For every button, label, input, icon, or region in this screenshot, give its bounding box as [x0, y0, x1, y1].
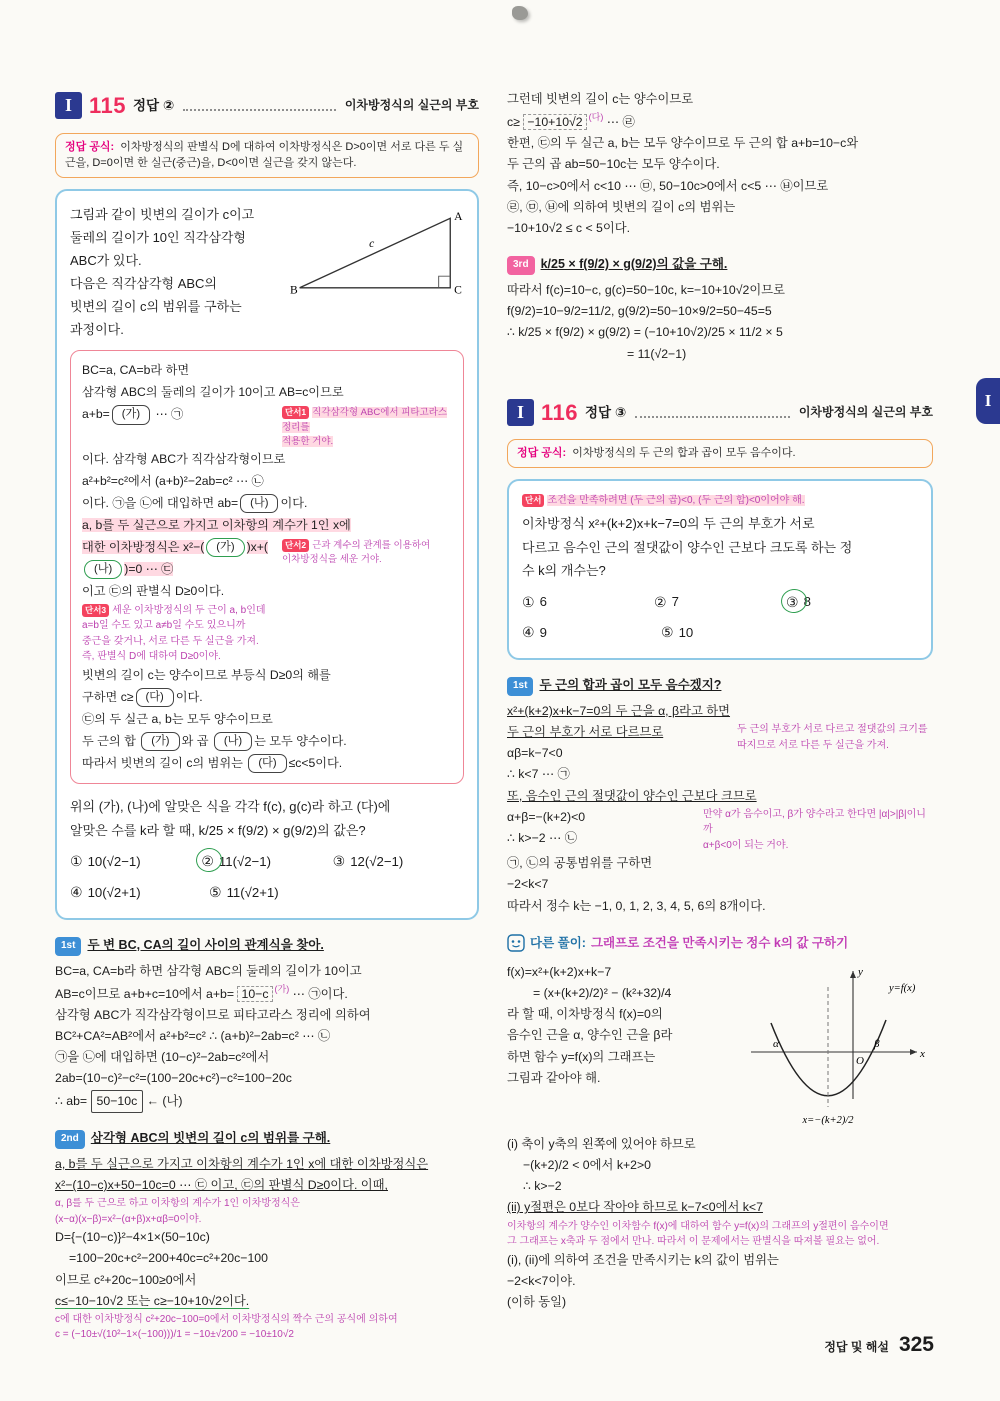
option-text: 12(√2−1) — [350, 853, 404, 869]
option-5 — [209, 881, 348, 904]
formula-label: 정답 공식: — [65, 140, 115, 153]
text-line: (i) 축이 y축의 왼쪽에 있어야 하므로 — [507, 1136, 696, 1151]
margin-note: 이차항의 계수가 양수인 이차함수 f(x)에 대하여 함수 y=f(x)의 그래프의 y절편이 음수이면 — [507, 1220, 889, 1232]
text-line: 둘레의 길이가 10인 직각삼각형 — [70, 229, 246, 245]
text-line: ∴ k<7 ⋯ ㉠ — [507, 767, 570, 782]
process-line: 이다. 삼각형 ABC가 직각삼각형이므로 — [82, 452, 286, 467]
answer-options-row1 — [522, 591, 918, 614]
process-line — [82, 687, 452, 709]
step-1-section-116 — [507, 675, 933, 917]
right-triangle-figure — [290, 203, 464, 305]
answer-label: 정답 ② — [133, 97, 175, 113]
text-segment: 이다. — [280, 495, 308, 510]
hint-1-badge: 단서1 — [282, 406, 309, 419]
question-text — [70, 795, 464, 842]
hint-2 — [282, 539, 452, 568]
process-line — [82, 515, 452, 537]
other-solution-icon — [507, 934, 525, 952]
problem-intro — [70, 203, 464, 342]
problem-intro-text — [70, 203, 286, 342]
text-segment: a+b= — [82, 407, 110, 422]
option-number-circled: ② — [201, 850, 214, 873]
blank-na-circled: (나) — [84, 560, 122, 579]
section-tab-letter: I — [984, 391, 992, 410]
text-line: ∴ k/25 × f(9/2) × g(9/2) = (−10+10√2)/25 × 11/2 × 5 — [507, 325, 783, 340]
axis-of-symmetry-label: x=−(k+2)/2 — [802, 1114, 854, 1126]
solution-process-box — [70, 350, 464, 784]
option-number: ③ — [332, 853, 346, 870]
margin-note — [737, 722, 933, 753]
process-line-with-hint — [82, 404, 452, 449]
option-text: 8 — [803, 594, 811, 610]
vertex-c-label: C — [454, 283, 463, 297]
text-line: 두 근의 부호가 서로 다르므로 — [507, 725, 664, 740]
text-line: 다르고 음수인 근의 절댓값이 양수인 근보다 크도록 하는 정 — [522, 539, 853, 555]
answer-formula-box — [55, 133, 479, 178]
problem-115-header — [55, 88, 479, 124]
note-text: 만약 α가 음수이고, β가 양수라고 한다면 |α|>|β|이니까 — [703, 808, 926, 836]
text-line: α+β=−(k+2)<0 — [507, 809, 586, 824]
text-line: 과정이다. — [70, 322, 124, 338]
answer-label: 정답 ③ — [585, 404, 627, 420]
blank-na: (나) — [240, 494, 278, 513]
hint-3 — [82, 603, 452, 665]
blank-ga: (가) — [141, 732, 179, 751]
y-axis-label: y — [858, 965, 863, 978]
note-text: α+β<0이 되는 거야. — [703, 839, 789, 851]
text-segment: 따라서 빗변의 길이 c의 범위는 — [82, 755, 247, 770]
text-line — [55, 1090, 479, 1113]
process-line-with-hint — [82, 537, 452, 581]
blank-na: (나) — [214, 732, 252, 751]
vertex-b-label: B — [290, 283, 298, 297]
text-line — [55, 982, 479, 1005]
margin-note: c에 대한 이차방정식 c²+20c−100=0에서 이차방정식의 짝수 근의 공식에 의하여 — [55, 1313, 398, 1325]
step-1-body — [55, 961, 479, 1113]
text-line: 하면 함수 y=f(x)의 그래프는 — [507, 1049, 656, 1064]
process-line — [82, 753, 452, 775]
problem-number: 116 — [541, 399, 578, 425]
process-line: 빗변의 길이 c는 양수이므로 부등식 D≥0의 해를 — [82, 667, 331, 682]
text-line: ㉠을 ㉡에 대입하면 (10−c)²−2ab=c²에서 — [55, 1050, 270, 1065]
text-segment: AB=c이므로 a+b+c=10에서 a+b= — [55, 986, 235, 1001]
text-segment: c≥ — [507, 115, 524, 130]
option-4 — [70, 881, 209, 904]
hint-text: 조건을 만족하려면 (두 근의 곱)<0, (두 근의 합)<0이어야 해. — [547, 494, 805, 506]
text-line: 따라서 f(c)=10−c, g(c)=50−10c, k=−10+10√2이므로 — [507, 283, 785, 298]
option-5 — [661, 621, 800, 644]
blank-ref-label: ← (나) — [146, 1093, 183, 1108]
text-segment: ≤c<5이다. — [288, 755, 343, 770]
text-line: f(x)=x²+(k+2)x+k−7 — [507, 964, 612, 979]
answer-options-row2 — [70, 881, 464, 904]
text-segment: 두 근의 합 — [82, 733, 140, 748]
text-line: 이차방정식 x²+(k+2)x+k−7=0의 두 근의 부호가 서로 — [522, 516, 815, 532]
answer-formula-box — [507, 439, 933, 468]
step-1-badge: 1st — [55, 937, 81, 956]
blank-ga-circled: (가) — [206, 538, 244, 557]
text-segment: ⋯ ㉠ — [155, 407, 184, 422]
text-line: = 11(√2−1) — [627, 346, 687, 361]
option-3-selected — [786, 591, 918, 614]
text-line: ㉣, ㉤, ㉥에 의하여 빗변의 길이 c의 범위는 — [507, 199, 736, 214]
answer-da-value: −10+10√2 — [523, 114, 586, 130]
topic-label: 이차방정식의 실근의 부호 — [344, 98, 479, 113]
option-1 — [70, 850, 201, 873]
note-text: 두 근의 부호가 서로 다르고 절댓값의 크기를 — [737, 724, 928, 736]
solution-continuation — [507, 89, 933, 239]
blank-ref-label: (가) — [274, 983, 290, 994]
answer-na-value: 50−10c — [91, 1090, 144, 1113]
text-line: 한편, ㉢의 두 실근 a, b는 모두 양수이므로 두 근의 합 a+b=10−c와 — [507, 136, 859, 151]
hint-badge: 단서 — [522, 494, 544, 507]
text-line: 2ab=(10−c)²−c²=(100−20c+c²)−c²=100−20c — [55, 1071, 292, 1086]
option-number: ④ — [522, 624, 535, 641]
margin-note: c = (−10±√(10²−1×(−100)))/1 = −10±√200 = −10±10√2 — [55, 1329, 294, 1341]
option-text: 11(√2+1) — [226, 884, 279, 900]
option-1 — [522, 591, 654, 614]
text-line: c≤−10−10√2 또는 c≥−10+10√2이다. — [55, 1293, 250, 1308]
step-3-body — [507, 280, 933, 365]
problem-116-box — [507, 479, 933, 660]
text-segment: 와 곱 — [181, 733, 212, 748]
section-letter-badge: I — [507, 399, 534, 426]
origin-label: O — [856, 1054, 864, 1067]
formula-text: 이차방정식의 판별식 D에 대하여 이차방정식은 D>0이면 서로 다른 두 실근을, D=0이면 한 실근(중근)을, D<0이면 실근을 갖지 않는다. — [65, 140, 464, 170]
binding-mark — [512, 6, 528, 20]
hint-line — [522, 493, 918, 509]
option-number: ④ — [70, 883, 83, 900]
text-segment: 이다. ㉠을 ㉡에 대입하면 ab= — [82, 495, 239, 510]
margin-note — [703, 807, 933, 854]
text-segment: 이다. — [175, 689, 203, 704]
formula-label: 정답 공식: — [517, 447, 567, 460]
hint-1 — [282, 406, 452, 449]
text-line: −2<k<7 — [507, 877, 549, 892]
other-solution-label: 다른 풀이: — [530, 935, 586, 950]
other-solution-header — [507, 933, 933, 953]
dotted-leader — [183, 100, 336, 111]
vertex-a-label: A — [454, 209, 463, 223]
option-text: 9 — [539, 624, 547, 640]
text-line: (이하 동일) — [507, 1294, 567, 1309]
option-text: 6 — [539, 594, 547, 610]
section-tab — [976, 378, 1000, 424]
text-line: αβ=k−7<0 — [507, 746, 563, 761]
process-line: a²+b²=c²에서 (a+b)²−2ab=c² ⋯ ㉡ — [82, 473, 264, 488]
blank-da: (다) — [248, 754, 286, 773]
graph-solution-conclusion — [507, 1134, 933, 1313]
process-line: 이고 ㉢의 판별식 D≥0이다. — [82, 583, 225, 598]
step-1-title: 두 변 BC, CA의 길이 사이의 관계식을 찾아. — [87, 937, 324, 952]
hint-3-text3: 중근을 갖거나, 서로 다른 두 실근을 가져. — [82, 635, 259, 647]
process-line: BC=a, CA=b라 하면 — [82, 363, 190, 378]
text-line: 음수인 근을 α, 양수인 근을 β라 — [507, 1028, 673, 1043]
text-line: 수 k의 개수는? — [522, 563, 606, 579]
text-line: D={−(10−c)}²−4×1×(50−10c) — [55, 1230, 210, 1245]
question-text — [522, 512, 918, 582]
text-segment: 는 모두 양수이다. — [254, 733, 347, 748]
right-column — [507, 84, 933, 1313]
text-line: ∴ k>−2 ⋯ ㉡ — [507, 830, 578, 845]
text-line: 위의 (가), (나)에 알맞은 식을 각각 f(c), g(c)라 하고 (다)에 — [70, 799, 391, 815]
blank-da: (다) — [136, 688, 174, 707]
hint-2-text: 근과 계수의 관계를 이용하여 — [312, 539, 431, 551]
text-line: (i), (ii)에 의하여 조건을 만족시키는 k의 값이 범위는 — [507, 1252, 779, 1267]
step-3-title: k/25 × f(9/2) × g(9/2)의 값을 구해. — [540, 256, 728, 271]
parabola-graph — [741, 957, 931, 1129]
text-line: 다음은 직각삼각형 ABC의 — [70, 276, 217, 291]
hint-2-text2: 이차방정식을 세운 거야. — [282, 554, 382, 566]
option-number: ① — [70, 853, 83, 870]
option-2 — [654, 591, 786, 614]
step-3-section — [507, 254, 933, 365]
step-1-section — [55, 935, 479, 1113]
curve-label: y=f(x) — [889, 982, 916, 994]
problem-116-section — [507, 395, 933, 1313]
text-line: =100−20c+c²−200+40c=c²+20c−100 — [69, 1251, 268, 1266]
other-solution-title: 그래프로 조건을 만족시키는 정수 k의 값 구하기 — [590, 935, 849, 950]
text-line: BC²+CA²=AB²에서 a²+b²=c² ∴ (a+b)²−2ab=c² ⋯ ㉡ — [55, 1029, 331, 1044]
text-line — [507, 110, 933, 133]
step-1-body — [507, 701, 933, 917]
option-text: 10 — [678, 624, 694, 640]
footer-page-number: 325 — [898, 1333, 934, 1356]
text-line: 알맞은 수를 k라 할 때, k/25 × f(9/2) × g(9/2)의 값은? — [70, 822, 366, 838]
text-line: 즉, 10−c>0에서 c<10 ⋯ ㉤, 50−10c>0에서 c<5 ⋯ ㉥이므로 — [507, 178, 829, 193]
beta-root-label: β — [874, 1037, 880, 1050]
text-line: 삼각형 ABC가 직각삼각형이므로 피타고라스 정리에 의하여 — [55, 1008, 371, 1023]
text-line: = (x+(k+2)/2)² − (k²+32)/4 — [533, 986, 672, 1001]
text-line: 이므로 c²+20c−100≥0에서 — [55, 1272, 197, 1287]
text-segment: )=0 ⋯ ㉢ — [124, 561, 174, 576]
hint-3-text2: a=b일 수도 있고 a≠b일 수도 있으니까 — [82, 620, 246, 632]
x-axis-label: x — [920, 1047, 925, 1060]
hypotenuse-label: c — [369, 236, 375, 250]
text-line: 또, 음수인 근의 절댓값이 양수인 근보다 크므로 — [507, 788, 757, 803]
option-number: ⑤ — [661, 624, 674, 641]
step-2-section — [55, 1128, 479, 1343]
option-3 — [333, 850, 464, 873]
process-line: ㉢의 두 실근 a, b는 모두 양수이므로 — [82, 711, 273, 726]
step-2-badge: 2nd — [55, 1130, 85, 1149]
text-line: 그림과 같아야 해. — [507, 1070, 601, 1085]
text-segment: 구하면 c≥ — [82, 689, 134, 704]
step-2-title: 삼각형 ABC의 빗변의 길이 c의 범위를 구해. — [90, 1130, 331, 1145]
text-line: 따라서 정수 k는 −1, 0, 1, 2, 3, 4, 5, 6의 8개이다. — [507, 898, 766, 913]
graph-solution-row — [507, 957, 933, 1129]
highlighted-text: a, b를 두 실근으로 가지고 이차항의 계수가 1인 x에 — [82, 517, 351, 532]
text-line: ㉠, ㉡의 공통범위를 구하면 — [507, 856, 653, 871]
graph-solution-text — [507, 962, 739, 1129]
answer-options-row1 — [70, 850, 464, 873]
option-text: 10(√2+1) — [87, 884, 141, 900]
text-line: BC=a, CA=b라 하면 삼각형 ABC의 둘레의 길이가 10이고 — [55, 963, 362, 978]
margin-note: 그 그래프는 x축과 두 점에서 만나. 따라서 이 문제에서는 판별식을 따져볼 필요는 없어. — [507, 1236, 880, 1247]
footer-section-label: 정답 및 해설 — [824, 1340, 889, 1354]
text-line: f(9/2)=10−9/2=11/2, g(9/2)=50−10×9/2=50−45=5 — [507, 304, 772, 319]
text-segment: ⋯ ㉣ — [603, 115, 635, 130]
option-number-circled: ③ — [786, 591, 799, 614]
text-line: 빗변의 길이 c의 범위를 구하는 — [70, 299, 242, 315]
text-line: x²+(k+2)x+k−7=0의 두 근을 α, β라고 하면 — [507, 704, 731, 719]
blank-ga: (가) — [112, 405, 150, 424]
step-2-body — [55, 1154, 479, 1343]
problem-number: 115 — [89, 93, 126, 118]
line-with-note — [507, 807, 933, 854]
text-line: x²−(10−c)x+50−10c=0 ⋯ ㉢ 이고, ㉢의 판별식 D≥0이다. 이때, — [55, 1178, 388, 1193]
problem-115-box — [55, 189, 479, 920]
line-with-note — [507, 722, 933, 764]
hint-3-text: 세운 이차방정식의 두 근이 a, b인데 — [112, 604, 266, 616]
left-column — [55, 88, 479, 1343]
text-line: 그림과 같이 빗변의 길이가 c이고 — [70, 206, 255, 222]
step-1-title: 두 근의 합과 곱이 모두 음수겠지? — [539, 677, 722, 692]
option-text: 7 — [671, 594, 679, 610]
text-line: 그런데 빗변의 길이 c는 양수이므로 — [507, 92, 694, 106]
text-line: a, b를 두 실근으로 가지고 이차항의 계수가 1인 x에 대한 이차방정식은 — [55, 1156, 429, 1171]
text-segment: ∴ ab= — [55, 1093, 88, 1108]
formula-text: 이차방정식의 두 근의 합과 곱이 모두 음수이다. — [572, 447, 796, 460]
text-line: ∴ k>−2 — [523, 1179, 562, 1194]
problem-116-header — [507, 395, 933, 431]
step-3-badge: 3rd — [507, 256, 535, 275]
text-line: −2<k<7이야. — [507, 1273, 576, 1288]
hint-3-badge: 단서3 — [82, 604, 109, 617]
dotted-leader — [635, 407, 790, 418]
note-text: 따지므로 서로 다른 두 실근을 가져. — [737, 739, 889, 751]
text-line: ABC가 있다. — [70, 252, 142, 268]
text-line: −(k+2)/2 < 0에서 k+2>0 — [523, 1158, 652, 1173]
margin-note: α, β를 두 근으로 하고 이차항의 계수가 1인 이차방정식은 — [55, 1198, 300, 1210]
option-number: ① — [522, 593, 535, 610]
text-segment: ⋯ ㉠이다. — [292, 986, 348, 1001]
option-number: ② — [654, 593, 667, 610]
process-line — [82, 493, 452, 515]
process-line — [82, 731, 452, 753]
text-segment: )x+( — [246, 539, 268, 554]
text-line: 두 근의 곱 ab=50−10c는 모두 양수이다. — [507, 157, 720, 172]
text-line: −10+10√2 ≤ c < 5이다. — [507, 220, 631, 235]
alpha-root-label: α — [773, 1037, 779, 1050]
answer-options-row2 — [522, 621, 918, 644]
answer-ga-value: 10−c — [237, 986, 272, 1002]
hint-1-text2: 적용한 거야. — [282, 435, 334, 447]
option-number: ⑤ — [209, 883, 222, 900]
hint-3-text4: 즉, 판별식 D에 대하여 D≥0이야. — [82, 651, 221, 663]
option-text: 10(√2−1) — [87, 853, 141, 869]
process-line — [82, 404, 183, 426]
blank-ref-label: (다) — [588, 112, 604, 123]
margin-note: (x−α)(x−β)=x²−(α+β)x+αβ=0이야. — [55, 1213, 202, 1225]
hint-1-text: 직각삼각형 ABC에서 피타고라스 정리를 — [282, 407, 448, 433]
text-segment: 대한 이차방정식은 x²−( — [82, 539, 205, 554]
option-text: 11(√2−1) — [218, 853, 271, 869]
process-line: 삼각형 ABC의 둘레의 길이가 10이고 AB=c이므로 — [82, 385, 344, 400]
step-1-badge: 1st — [507, 677, 533, 696]
topic-label: 이차방정식의 실근의 부호 — [798, 404, 933, 419]
text-line: 라 할 때, 이차방정식 f(x)=0의 — [507, 1007, 663, 1022]
option-2-selected — [201, 850, 332, 873]
process-line — [82, 537, 282, 581]
page-footer — [824, 1333, 934, 1357]
section-letter-badge: I — [55, 92, 82, 119]
text-line: (ii) y절편은 0보다 작아야 하므로 k−7<0에서 k<7 — [507, 1200, 763, 1215]
option-4 — [522, 621, 661, 644]
hint-2-badge: 단서2 — [282, 539, 309, 552]
